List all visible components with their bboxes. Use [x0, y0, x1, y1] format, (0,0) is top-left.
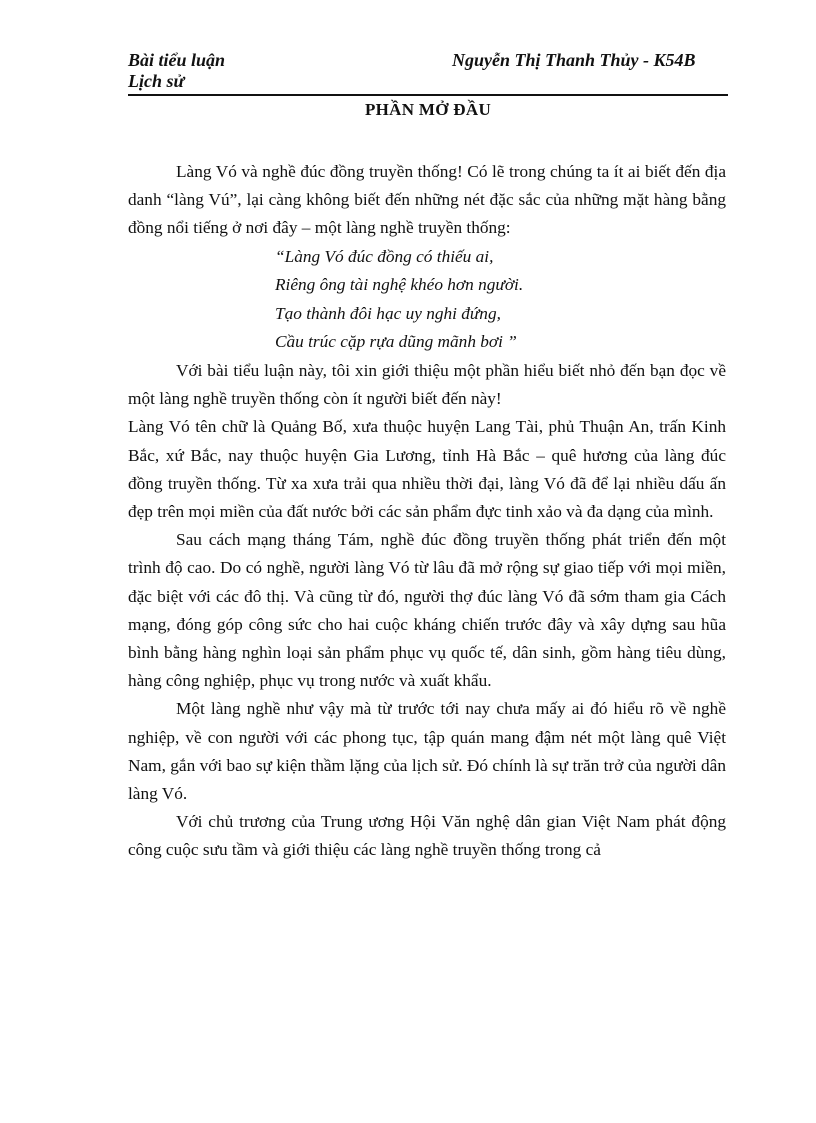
page-header [128, 50, 728, 96]
poem-line: Tạo thành đôi hạc uy nghi đứng, [275, 303, 501, 323]
paragraph-history: Sau cách mạng tháng Tám, nghề đúc đồng truyền thống phát triển đến một trình độ cao. Do có nghề, người làng Vó từ lâu đã mở rộng sự giao tiếp với mọi miền, đặc biệt với các đô thị. Và cũng từ đó, người thợ đúc làng Vó đã sớm tham gia Cách mạng, đóng góp công sức cho hai cuộc kháng chiến trước đây và xây dựng sau hũa bình bằng hàng nghìn loại sản phẩm phục vụ quốc tế, dân sinh, gồm hàng tiêu dùng, hàng công nghiệp, phục vụ trong nước và xuất khẩu. [128, 530, 726, 691]
poem-line: Cầu trúc cặp rựa dũng mãnh bơi ” [275, 332, 517, 352]
header-author: Nguyễn Thị Thanh Thủy - K54B [452, 50, 696, 70]
header-subject-label: Lịch sử [128, 71, 185, 91]
paragraph-location: Làng Vó tên chữ là Quảng Bố, xưa thuộc huyện Lang Tài, phủ Thuận An, trấn Kinh Bắc, xứ Bắc, nay thuộc huyện Gia Lương, tỉnh Hà Bắc – quê hương của làng đúc đồng truyền thống. Từ xa xưa trải qua nhiều thời đại, làng Vó đã để lại nhiều dấu ấn đẹp trên mọi miền của đất nước bởi các sản phẩm đực tinh xảo và đa dạng của mình. [128, 417, 726, 521]
page-title: PHẦN MỞ ĐẦU [364, 100, 492, 119]
paragraph-initiative: Với chủ trương của Trung ương Hội Văn nghệ dân gian Việt Nam phát động công cuộc sưu tầm và giới thiệu các làng nghề truyền thống trong cả [128, 812, 726, 860]
document-body [128, 158, 726, 865]
poem-line: Riêng ông tài nghệ khéo hơn người. [275, 275, 524, 295]
poem-quote [275, 243, 726, 357]
header-essay-label: Bài tiểu luận [128, 50, 226, 70]
paragraph-purpose: Với bài tiểu luận này, tôi xin giới thiệu một phần hiểu biết nhỏ đến bạn đọc về một làng nghề truyền thống còn ít người biết đến này! [128, 360, 726, 409]
poem-line: “Làng Vó đúc đồng có thiếu ai, [275, 246, 494, 266]
paragraph-intro: Làng Vó và nghề đúc đồng truyền thống! Có lẽ trong chúng ta ít ai biết đến địa danh “làng Vú”, lại càng không biết đến những nét đặc sắc của những mặt hàng bằng đồng nổi tiếng ở nơi đây – một làng nghề truyền thống: [128, 162, 726, 238]
paragraph-significance: Một làng nghề như vậy mà từ trước tới nay chưa mấy ai đó hiểu rõ về nghề nghiệp, về con người với các phong tục, tập quán mang đậm nét một làng quê Việt Nam, gắn với bao sự kiện thầm lặng của lịch sử. Đó chính là sự trăn trở của người dân làng Vó. [128, 699, 726, 804]
